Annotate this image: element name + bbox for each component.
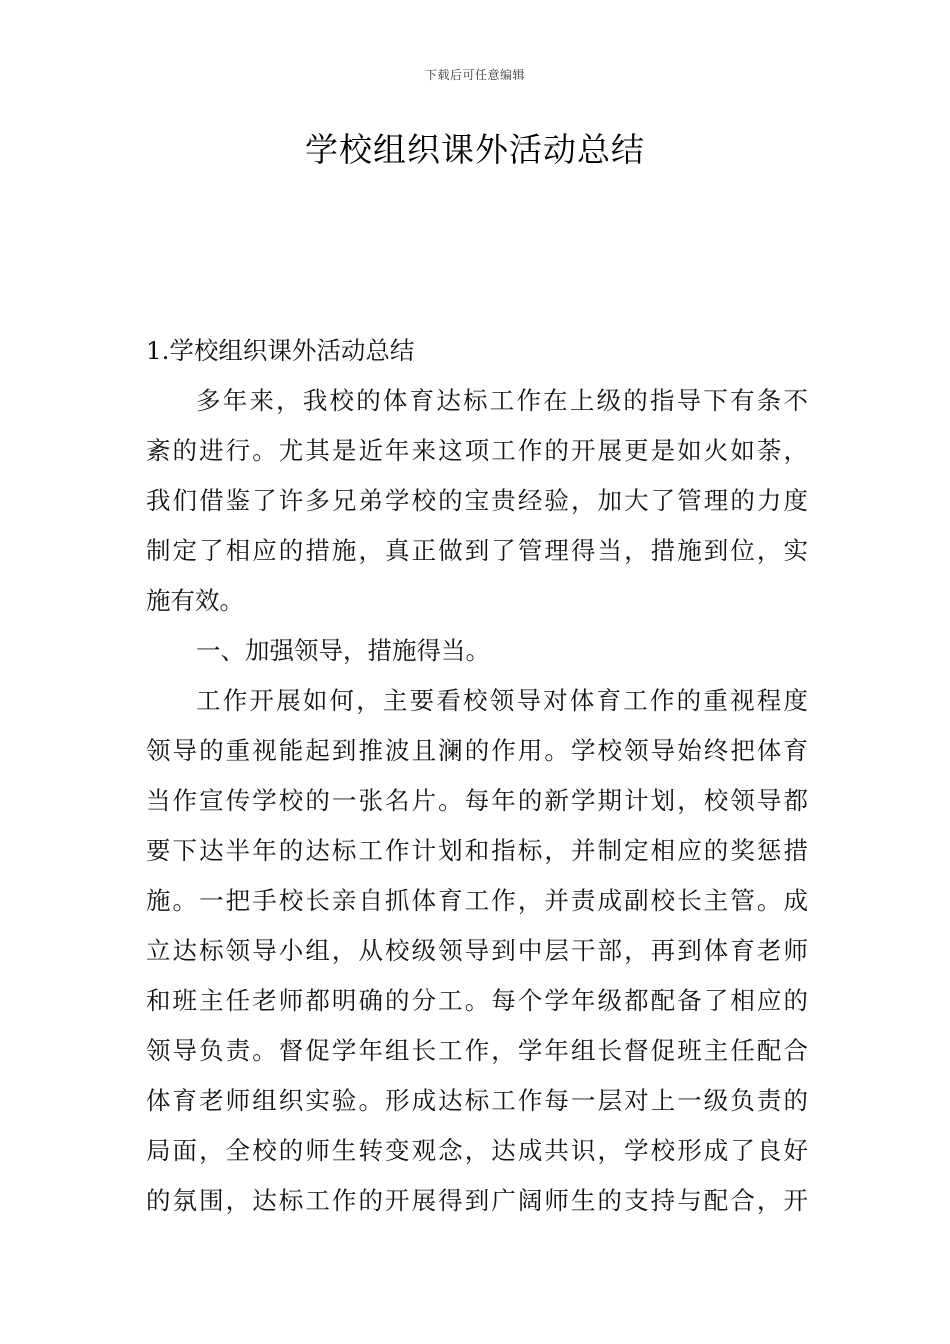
body-line: 体育老师组织实验。形成达标工作每一层对上一级负责的 <box>146 1086 808 1115</box>
body-line: 要下达半年的达标工作计划和指标，并制定相应的奖惩措 <box>146 836 808 865</box>
body-line: 施有效。 <box>146 586 244 615</box>
body-line: 和班主任老师都明确的分工。每个学年级都配备了相应的 <box>146 986 808 1015</box>
body-line: 制定了相应的措施，真正做到了管理得当，措施到位，实 <box>146 536 808 565</box>
body-line: 我们借鉴了许多兄弟学校的宝贵经验，加大了管理的力度 <box>146 486 808 515</box>
body-line: 领导的重视能起到推波且澜的作用。学校领导始终把体育 <box>146 736 808 765</box>
body-line: 局面，全校的师生转变观念，达成共识，学校形成了良好 <box>146 1136 808 1165</box>
body-line: 领导负责。督促学年组长工作，学年组长督促班主任配合 <box>146 1036 808 1065</box>
body-line: 一、加强领导，措施得当。 <box>196 636 490 665</box>
body-line: 当作宣传学校的一张名片。每年的新学期计划，校领导都 <box>146 786 808 815</box>
header-note: 下载后可任意编辑 <box>424 68 525 82</box>
document-body <box>146 326 808 1226</box>
page-title: 学校组织课外活动总结 <box>305 130 645 169</box>
body-line: 多年来，我校的体育达标工作在上级的指导下有条不 <box>196 386 808 415</box>
body-line: 工作开展如何，主要看校领导对体育工作的重视程度 <box>196 686 808 715</box>
body-line: 紊的进行。尤其是近年来这项工作的开展更是如火如荼， <box>146 436 808 465</box>
body-line: 立达标领导小组，从校级领导到中层干部，再到体育老师 <box>146 936 808 965</box>
body-line: 施。一把手校长亲自抓体育工作，并责成副校长主管。成 <box>146 886 808 915</box>
body-line: 1.学校组织课外活动总结 <box>146 336 415 365</box>
body-line: 的氛围，达标工作的开展得到广阔师生的支持与配合，开 <box>146 1186 808 1215</box>
